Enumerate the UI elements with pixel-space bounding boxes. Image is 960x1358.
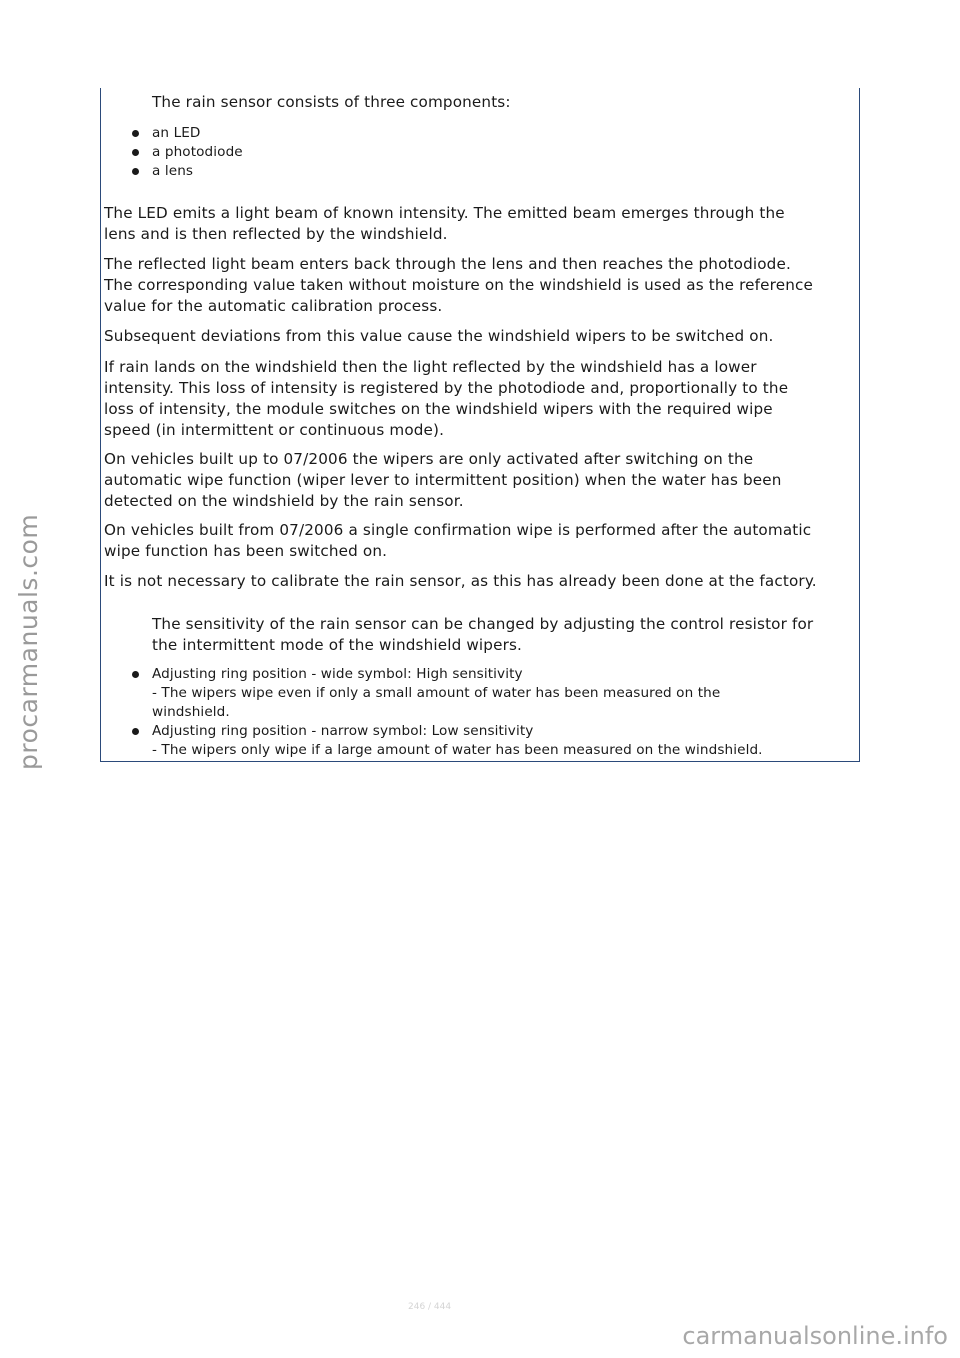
component-item: an LED	[152, 125, 201, 141]
paragraph-rain-line: speed (in intermittent or continuous mode).	[104, 421, 445, 439]
setting-detail-low: - The wipers only wipe if a large amount of water has been measured on the windshield.	[152, 742, 763, 758]
side-watermark: procarmanuals.com	[14, 513, 43, 770]
component-item: a photodiode	[152, 144, 243, 160]
bullet-icon	[132, 168, 139, 175]
bullet-icon	[132, 149, 139, 156]
paragraph-deviations: Subsequent deviations from this value cause the windshield wipers to be switched on.	[104, 327, 774, 345]
component-item: a lens	[152, 163, 194, 179]
sensitivity-note-line: the intermittent mode of the windshield wipers.	[152, 636, 523, 654]
paragraph-calibration: It is not necessary to calibrate the rain sensor, as this has already been done at the factory.	[104, 572, 817, 590]
setting-title-high: Adjusting ring position - wide symbol: High sensitivity	[152, 666, 523, 682]
bullet-icon	[132, 728, 139, 735]
paragraph-pre-2006-line: automatic wipe function (wiper lever to intermittent position) when the water has been	[104, 471, 782, 489]
paragraph-reflection-line: The corresponding value taken without moisture on the windshield is used as the reference	[104, 276, 813, 294]
paragraph-rain-line: intensity. This loss of intensity is registered by the photodiode and, proportionally to the	[104, 379, 789, 397]
page-number: 246 / 444	[408, 1302, 452, 1312]
bullet-icon	[132, 130, 139, 137]
paragraph-reflection-line: value for the automatic calibration process.	[104, 297, 443, 315]
paragraph-pre-2006-line: detected on the windshield by the rain sensor.	[104, 492, 464, 510]
bullet-icon	[132, 671, 139, 678]
paragraph-rain-line: If rain lands on the windshield then the light reflected by the windshield has a lower	[104, 358, 757, 376]
setting-title-low: Adjusting ring position - narrow symbol: Low sensitivity	[152, 723, 534, 739]
setting-detail-high: windshield.	[152, 704, 230, 720]
paragraph-post-2006-line: On vehicles built from 07/2006 a single confirmation wipe is performed after the automatic	[104, 521, 812, 539]
sensitivity-note-line: The sensitivity of the rain sensor can be changed by adjusting the control resistor for	[152, 615, 814, 633]
setting-detail-high: - The wipers wipe even if only a small amount of water has been measured on the	[152, 685, 721, 701]
paragraph-led-line: The LED emits a light beam of known intensity. The emitted beam emerges through the	[104, 204, 785, 222]
paragraph-pre-2006-line: On vehicles built up to 07/2006 the wipers are only activated after switching on the	[104, 450, 754, 468]
paragraph-reflection-line: The reflected light beam enters back through the lens and then reaches the photodiode.	[104, 255, 791, 273]
paragraph-post-2006-line: wipe function has been switched on.	[104, 542, 388, 560]
components-intro: The rain sensor consists of three components:	[152, 93, 511, 111]
paragraph-led-line: lens and is then reflected by the windshield.	[104, 225, 448, 243]
paragraph-rain-line: loss of intensity, the module switches on the windshield wipers with the required wipe	[104, 400, 773, 418]
bottom-watermark: carmanualsonline.info	[682, 1322, 948, 1350]
